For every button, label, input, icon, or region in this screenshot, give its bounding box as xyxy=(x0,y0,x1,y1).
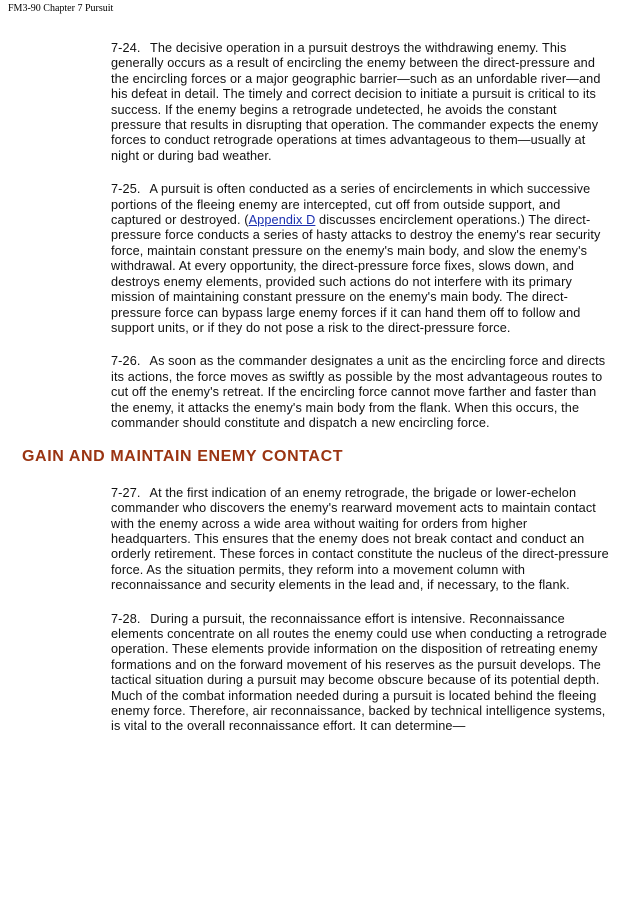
paragraph-text: During a pursuit, the reconnaissance effort is intensive. Reconnaissance elements concentrate on all routes the enemy could use when conducting a retrograde operation. These elements provide information on the disposition of retreating enemy formations and on the forward movement of his reserves as the pursuit develops. The tactical situation during a pursuit may become obscure because of its potential depth. Much of the combat information needed during a pursuit is located behind the fleeing enemy force. Therefore, air reconnaissance, backed by technical intelligence systems, is vital to the overall reconnaissance effort. It can determine— xyxy=(111,611,607,734)
paragraph-text: At the first indication of an enemy retrograde, the brigade or lower-echelon commander who discovers the enemy's rearward movement acts to maintain contact with the enemy across a wide area without waiting for orders from higher headquarters. This ensures that the enemy does not break contact and conduct an orderly retirement. These forces in contact constitute the nucleus of the direct-pressure force. As the situation permits, they reform into a movement column with reconnaissance and security elements in the lead and, if necessary, to the flank. xyxy=(111,485,609,593)
document-body xyxy=(22,41,609,753)
paragraph-7-28 xyxy=(111,612,609,735)
paragraph-number: 7-25. xyxy=(111,182,141,197)
running-header: FM3-90 Chapter 7 Pursuit xyxy=(8,3,114,14)
paragraph-text: As soon as the commander designates a unit as the encircling force and directs its actions, the force moves as swiftly as possible by the most advantageous routes to cut off the enemy's retreat. If the encircling force cannot move farther and faster than the enemy, it attacks the enemy's main body from the flank. When this occurs, the commander should constitute and dispatch a new encircling force. xyxy=(111,354,606,430)
paragraph-7-25 xyxy=(111,182,609,336)
section-heading: GAIN AND MAINTAIN ENEMY CONTACT xyxy=(22,448,344,466)
paragraph-number: 7-28. xyxy=(111,611,141,626)
paragraph-7-24 xyxy=(111,41,609,164)
paragraph-text: discusses encirclement operations.) The direct-pressure force conducts a series of hasty attacks to destroy the enemy's rear security force, maintain constant pressure on the enemy's main body, and slow the enemy's withdrawal. At every opportunity, the direct-pressure force fixes, slows down, and destroys enemy elements, provided such actions do not interfere with its primary mission of maintaining constant pressure on the enemy's main body. The direct-pressure force can bypass large enemy forces if it can hand them off to follow and support units, or if they do not pose a risk to the direct-pressure force. xyxy=(111,213,601,335)
paragraph-7-26 xyxy=(111,354,609,431)
appendix-d-link[interactable]: Appendix D xyxy=(248,213,316,228)
paragraph-text: A pursuit is often conducted as a series of encirclements in which successive portions of the fleeing enemy are intercepted, cut off from outside support, and captured or destroyed. ( xyxy=(111,182,591,228)
paragraph-number: 7-24. xyxy=(111,41,141,55)
paragraph-number: 7-26. xyxy=(111,354,141,369)
paragraph-number: 7-27. xyxy=(111,485,141,500)
paragraph-text: The decisive operation in a pursuit destroys the withdrawing enemy. This generally occurs as a result of encircling the enemy between the direct-pressure and the encircling forces or a major geographic barrier—such as an unfordable river—and his defeat in detail. The timely and correct decision to initiate a pursuit is critical to its success. If the enemy begins a retrograde undetected, he avoids the constant pressure that results in disrupting that operation. The commander expects the enemy forces to conduct retrograde operations at times advantageous to them—usually at night or during bad weather. xyxy=(111,41,601,163)
paragraph-7-27 xyxy=(111,486,609,594)
